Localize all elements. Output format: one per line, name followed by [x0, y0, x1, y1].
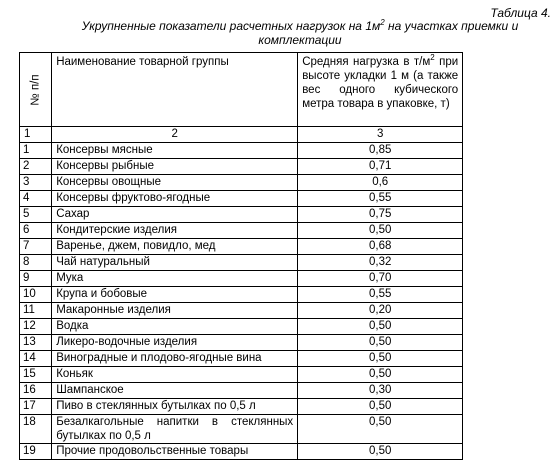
average-load-cell: 0,50: [298, 335, 463, 351]
column-header-value-part1: Средняя нагрузка в т/м: [302, 56, 431, 68]
product-group-name-cell: Консервы фруктово-ягодные: [52, 191, 298, 207]
column-index-1: 1: [20, 127, 52, 143]
load-table: [19, 52, 463, 460]
product-group-name-cell: Коньяк: [52, 367, 298, 383]
table-row: [20, 223, 463, 239]
row-number-cell: 1: [20, 143, 52, 159]
average-load-cell: 0,6: [298, 175, 463, 191]
row-number-cell: 9: [20, 271, 52, 287]
row-number-cell: 13: [20, 335, 52, 351]
table-number-label: Таблица 4.: [490, 6, 551, 20]
table-row: [20, 444, 463, 460]
row-number-cell: 10: [20, 287, 52, 303]
product-group-name-cell: Шампанское: [52, 383, 298, 399]
row-number-cell: 17: [20, 399, 52, 415]
product-group-name-cell: Пиво в стеклянных бутылках по 0,5 л: [52, 399, 298, 415]
row-number-cell: 3: [20, 175, 52, 191]
row-number-cell: 12: [20, 319, 52, 335]
average-load-cell: 0,50: [298, 223, 463, 239]
column-index-2: 2: [52, 127, 298, 143]
row-number-cell: 4: [20, 191, 52, 207]
table-row: [20, 335, 463, 351]
column-header-number: [20, 53, 52, 127]
table-row: [20, 159, 463, 175]
average-load-cell: 0,32: [298, 255, 463, 271]
table-row: [20, 287, 463, 303]
column-header-number-text: № п/п: [29, 73, 42, 106]
product-group-name-cell: Прочие продовольственные товары: [52, 444, 298, 460]
row-number-cell: 2: [20, 159, 52, 175]
product-group-name-cell: Виноградные и плодово-ягодные вина: [52, 351, 298, 367]
average-load-cell: 0,70: [298, 271, 463, 287]
product-group-name-cell: Крупа и бобовые: [52, 287, 298, 303]
average-load-cell: 0,50: [298, 319, 463, 335]
average-load-cell: 0,55: [298, 191, 463, 207]
average-load-cell: 0,50: [298, 415, 463, 444]
table-row: [20, 399, 463, 415]
product-group-name-cell: Кондитерские изделия: [52, 223, 298, 239]
table-row: [20, 319, 463, 335]
average-load-cell: 0,50: [298, 399, 463, 415]
caption-superscript: 2: [380, 18, 385, 27]
row-number-cell: 14: [20, 351, 52, 367]
average-load-cell: 0,20: [298, 303, 463, 319]
product-group-name-cell: Чай натуральный: [52, 255, 298, 271]
product-group-name-cell: Варенье, джем, повидло, мед: [52, 239, 298, 255]
product-group-name-cell: Консервы овощные: [52, 175, 298, 191]
table-row: [20, 207, 463, 223]
row-number-cell: 11: [20, 303, 52, 319]
column-index-row: [20, 127, 463, 143]
product-group-name-cell: Водка: [52, 319, 298, 335]
table-body: [20, 143, 463, 460]
row-number-cell: 6: [20, 223, 52, 239]
column-header-name: Наименование товарной группы: [52, 53, 298, 127]
average-load-cell: 0,30: [298, 383, 463, 399]
product-group-name-cell: Безалкагольные напитки в стеклянных бутылках по 0,5 л: [52, 415, 298, 444]
row-number-cell: 16: [20, 383, 52, 399]
product-group-name-cell: Мука: [52, 271, 298, 287]
row-number-cell: 5: [20, 207, 52, 223]
table-row: [20, 191, 463, 207]
table-row: [20, 239, 463, 255]
row-number-cell: 19: [20, 444, 52, 460]
average-load-cell: 0,50: [298, 351, 463, 367]
product-group-name-cell: Сахар: [52, 207, 298, 223]
product-group-name-cell: Ликеро-водочные изделия: [52, 335, 298, 351]
table-row: [20, 383, 463, 399]
product-group-name-cell: Консервы рыбные: [52, 159, 298, 175]
average-load-cell: 0,68: [298, 239, 463, 255]
average-load-cell: 0,71: [298, 159, 463, 175]
table-caption: [60, 19, 540, 47]
table-row: [20, 271, 463, 287]
row-number-cell: 8: [20, 255, 52, 271]
average-load-cell: 0,50: [298, 367, 463, 383]
row-number-cell: 7: [20, 239, 52, 255]
average-load-cell: 0,85: [298, 143, 463, 159]
product-group-name-cell: Консервы мясные: [52, 143, 298, 159]
average-load-cell: 0,55: [298, 287, 463, 303]
table-row: [20, 303, 463, 319]
table-row: [20, 143, 463, 159]
table-row: [20, 351, 463, 367]
row-number-cell: 15: [20, 367, 52, 383]
row-number-cell: 18: [20, 415, 52, 444]
table-row: [20, 175, 463, 191]
column-header-value-superscript: 2: [430, 53, 435, 63]
caption-text-part2: на участках приемки и комплектации: [258, 19, 519, 47]
caption-text-part1: Укрупненные показатели расчетных нагрузок на 1м: [81, 19, 381, 33]
table-row: [20, 255, 463, 271]
product-group-name-cell: Макаронные изделия: [52, 303, 298, 319]
table-row: [20, 415, 463, 444]
column-header-value-part2: при высоте укладки 1 м (а также вес одного кубического метра товара в упаковке, т): [302, 56, 459, 110]
column-index-3: 3: [298, 127, 463, 143]
average-load-cell: 0,75: [298, 207, 463, 223]
table-header-row: [20, 53, 463, 127]
column-header-value: [298, 53, 463, 127]
table-row: [20, 367, 463, 383]
average-load-cell: 0,50: [298, 444, 463, 460]
